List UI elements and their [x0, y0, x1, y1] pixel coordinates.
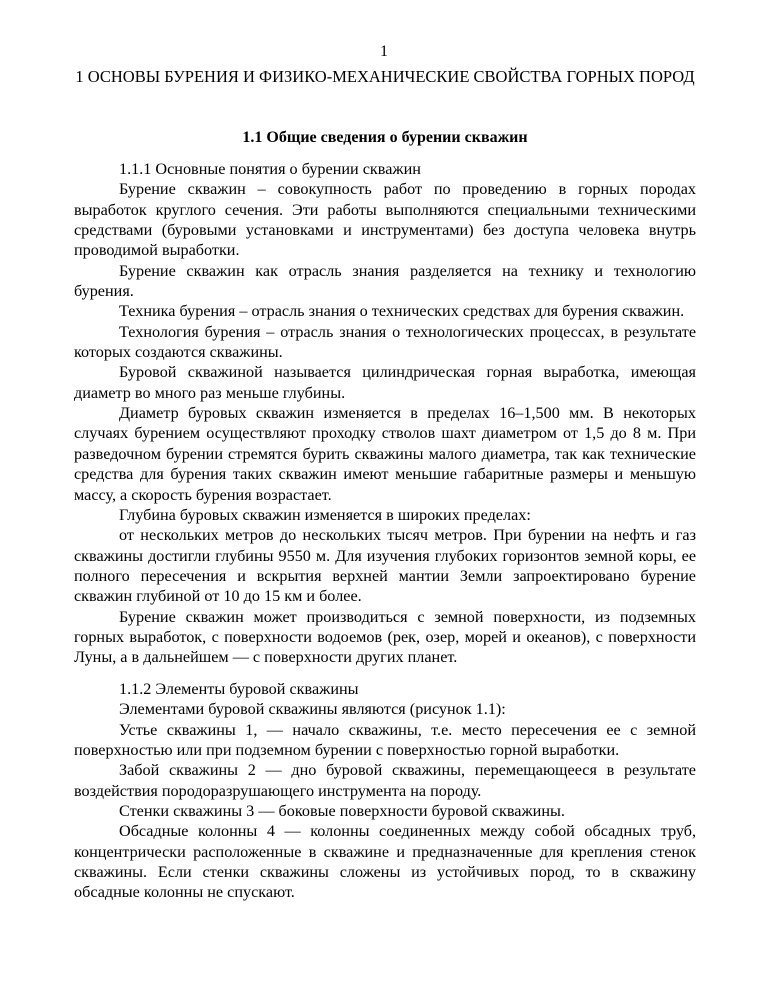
- paragraph: Устье скважины 1, — начало скважины, т.е. место пересечения ее с земной поверхностью или при подземном бурении с поверхностью горной выработки.: [74, 720, 696, 760]
- subsection-heading: 1.1.2 Элементы буровой скважины: [119, 680, 359, 698]
- paragraph: Стенки скважины 3 — боковые поверхности буровой скважины.: [119, 802, 565, 821]
- paragraph: от нескольких метров до нескольких тысяч метров. При бурении на нефть и газ скважины достигли глубины 9550 м. Для изучения глубоких горизонтов земной коры, ее полного пересечения и вскрытия верхней мантии Земли запроектировано бурение скважин глубиной от 10 до 15 км и более.: [74, 526, 696, 606]
- section-title: 1.1 Общие сведения о бурении скважин: [242, 129, 528, 146]
- paragraph: Технология бурения – отрасль знания о технологических процессах, в результате которых создаются скважины.: [74, 322, 696, 362]
- page-number: 1: [380, 43, 388, 60]
- paragraph: Элементами буровой скважины являются (рисунок 1.1):: [119, 700, 506, 719]
- paragraph: Бурение скважин как отрасль знания разделяется на технику и технологию бурения.: [74, 261, 696, 301]
- chapter-title: 1 ОСНОВЫ БУРЕНИЯ И ФИЗИКО-МЕХАНИЧЕСКИЕ СВОЙСТВА ГОРНЫХ ПОРОД: [75, 67, 695, 86]
- paragraph: Бурение скважин – совокупность работ по проведению в горных породах выработок круглого сечения. Эти работы выполняются специальными техническими средствами (буровыми установками и инструментами) без доступа человека внутрь проводимой выработки.: [74, 180, 696, 260]
- paragraph: Забой скважины 2 — дно буровой скважины, перемещающееся в результате воздействия породоразрушающего инструмента на породу.: [74, 761, 696, 800]
- paragraph: Техника бурения – отрасль знания о технических средствах для бурения скважин.: [119, 302, 685, 321]
- subsection-heading: 1.1.1 Основные понятия о бурении скважин: [119, 160, 421, 178]
- paragraph: Буровой скважиной называется цилиндрическая горная выработка, имеющая диаметр во много раз меньше глубины.: [74, 363, 696, 402]
- paragraph: Обсадные колонны 4 — колонны соединенных между собой обсадных труб, концентрически расположенные в скважине и предназначенные для крепления стенок скважины. Если стенки скважины сложены из устойчивых пород, то в скважину обсадные колонны не спускают.: [74, 822, 696, 902]
- body-block-1: [74, 159, 696, 668]
- paragraph: Диаметр буровых скважин изменяется в пределах 16–1,500 мм. В некоторых случаях бурением осуществляют проходку стволов шахт диаметром от 1,5 до 8 м. При разведочном бурении стремятся бурить скважины малого диаметра, так как технические средства для бурения таких скважин имеют меньшие габаритные размеры и меньшую массу, а скорость бурения возрастает.: [74, 404, 696, 504]
- paragraph: Бурение скважин может производиться с земной поверхности, из подземных горных выработок, с поверхности водоемов (рек, озер, морей и океанов), с поверхности Луны, а в дальнейшем — с поверхности других планет.: [74, 607, 696, 667]
- body-block-2: [74, 679, 696, 903]
- paragraph: Глубина буровых скважин изменяется в широких пределах:: [119, 505, 531, 524]
